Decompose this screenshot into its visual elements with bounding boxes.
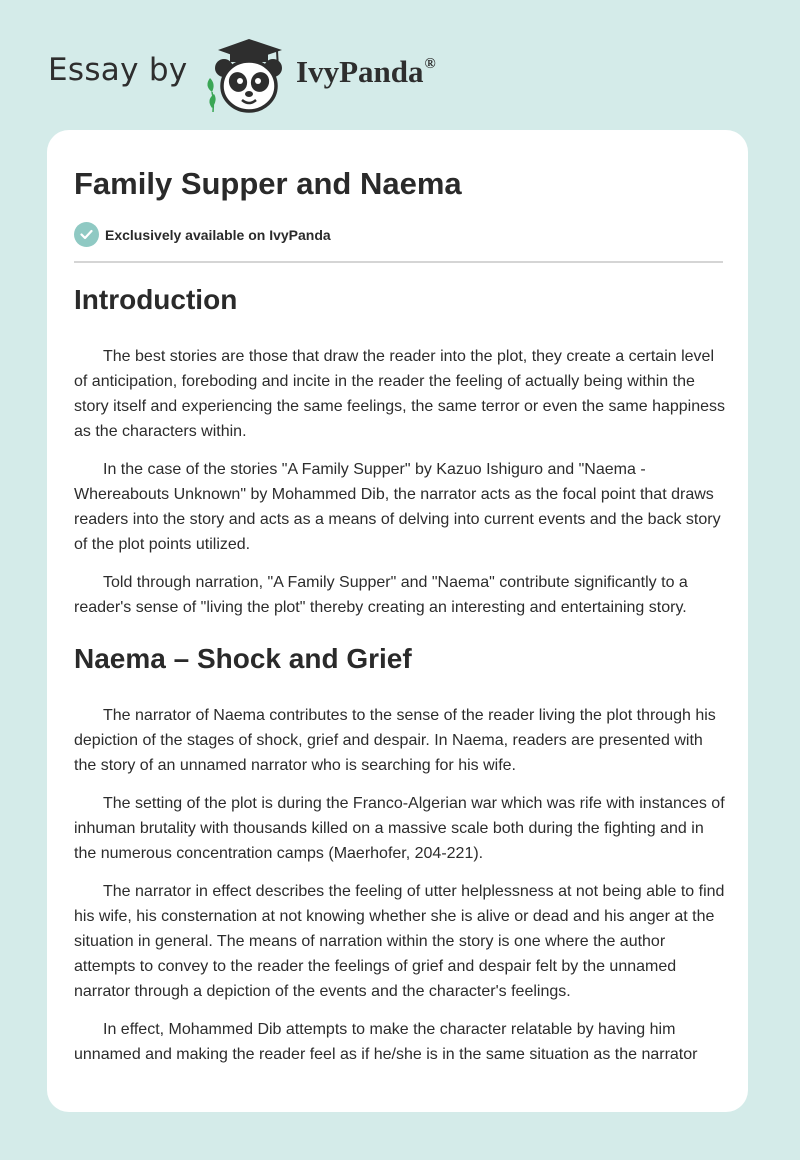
badge-text: Exclusively available on IvyPanda <box>105 226 331 243</box>
panda-graduate-logo <box>202 34 294 114</box>
paragraph: The setting of the plot is during the Franco-Algerian war which was rife with instances of inhuman brutality with thousands killed on a massive scale both during the fighting and in the numerous concentration camps (Maerhofer, 204-221). <box>74 795 725 862</box>
brand-header[interactable] <box>48 34 508 114</box>
section-heading: Introduction <box>74 284 238 315</box>
paragraph: In effect, Mohammed Dib attempts to make the character relatable by having him unnamed and making the reader feel as if he/she is in the same situation as the narrator <box>74 1021 698 1063</box>
paragraph: The best stories are those that draw the reader into the plot, they create a certain level of anticipation, foreboding and incite in the reader the feeling of actually being within the story itself and experiencing the same feelings, the same terror or even the same happiness as the characters within. <box>74 348 726 440</box>
ivy-leaf-icon <box>207 78 215 112</box>
paragraph: The narrator of Naema contributes to the sense of the reader living the plot through his depiction of the stages of shock, grief and despair. In Naema, readers are presented with the story of an unnamed narrator who is searching for his wife. <box>74 707 716 774</box>
page-title: Family Supper and Naema <box>74 166 462 201</box>
section-naema-shock-and-grief <box>74 641 726 1067</box>
section-introduction <box>74 282 726 620</box>
section-heading: Naema – Shock and Grief <box>74 643 412 674</box>
paragraph: In the case of the stories "A Family Supper" by Kazuo Ishiguro and "Naema - Whereabouts Unknown" by Mohammed Dib, the narrator acts as the focal point that draws readers into the story and acts as a means of delving into current events and the back story of the plot points utilized. <box>74 461 721 553</box>
brand-name: IvyPanda® <box>296 54 436 89</box>
title-divider <box>74 261 723 263</box>
brand-prefix: Essay by <box>48 52 188 88</box>
paragraph: The narrator in effect describes the feeling of utter helplessness at not being able to find his wife, his consternation at not knowing whether she is alive or dead and his anger at the situation in general. The means of narration within the story is one where the author attempts to convey to the reader the feelings of grief and despair felt by the unnamed narrator through a depiction of the events and the character's feelings. <box>74 883 725 1000</box>
essay-card <box>47 130 748 1112</box>
paragraph: Told through narration, "A Family Supper" and "Naema" contribute significantly to a reader's sense of "living the plot" thereby creating an interesting and entertaining story. <box>74 574 688 616</box>
essay-body <box>74 282 726 1067</box>
check-circle-icon <box>74 222 99 247</box>
exclusive-badge <box>74 222 331 247</box>
